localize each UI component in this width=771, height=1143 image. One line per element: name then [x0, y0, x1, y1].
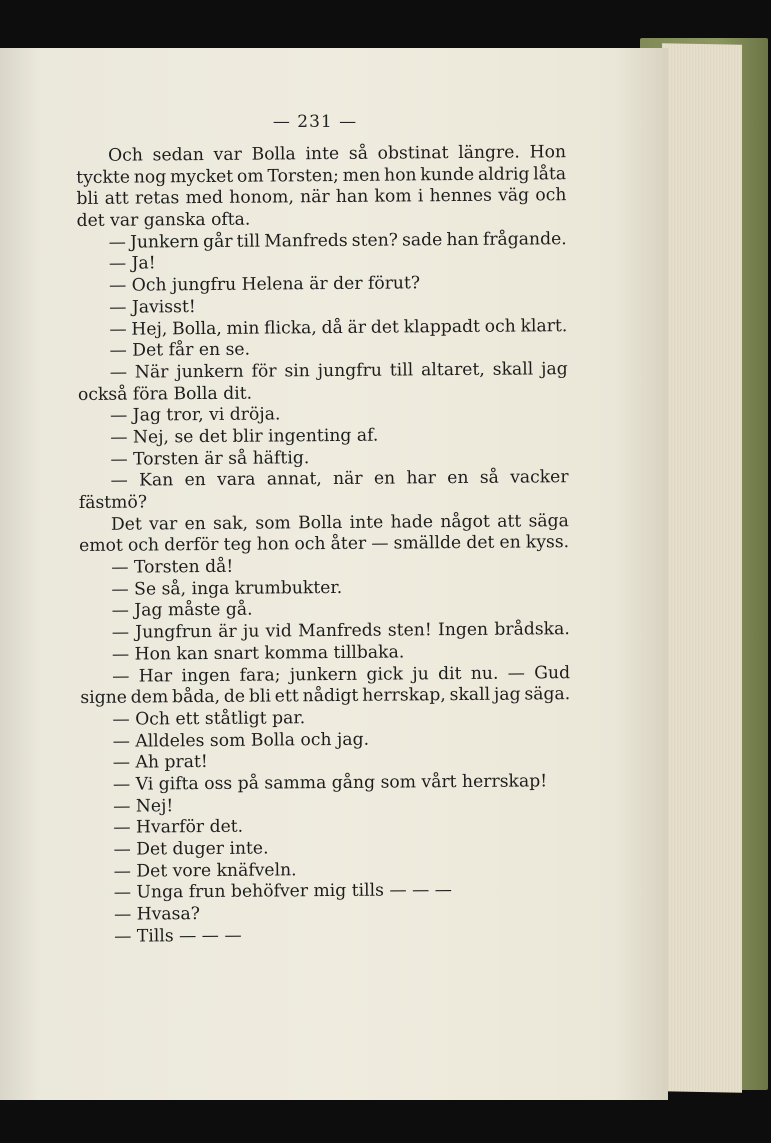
text-line: Det var en sak, som Bolla inte hade något att säga: [110, 510, 569, 535]
text-line: tyckte nog mycket om Torsten; men hon kunde aldrig låta: [76, 163, 567, 188]
text-line: fästmö?: [78, 492, 148, 513]
text-line: det var ganska ofta.: [76, 209, 251, 232]
text-line: — Det duger inte.: [113, 838, 269, 860]
page-text: [76, 142, 572, 948]
text-line: — Hej, Bolla, min flicka, då är det klappadt och klart.: [109, 315, 568, 340]
text-line: också föra Bolla dit.: [77, 383, 253, 405]
text-line: — Och ett ståtligt par.: [112, 708, 306, 730]
text-line: — Nej!: [113, 795, 174, 817]
text-line: Och sedan var Bolla inte så obstinat längre. Hon: [107, 142, 567, 166]
text-line: — Det får en se.: [109, 339, 251, 361]
text-line: — Se så, inga krumbukter.: [111, 577, 343, 600]
text-line: — Ah prat!: [112, 752, 208, 773]
text-line: — Hvarför det.: [113, 817, 244, 839]
text-line: — Hon kan snart komma tillbaka.: [111, 642, 405, 665]
text-line: — Torsten är så häftig.: [110, 447, 310, 470]
text-line: — Tills — — —: [114, 925, 242, 947]
page-number: — 231 —: [272, 112, 358, 132]
text-line: — Har ingen fara; junkern gick ju dit nu. — Gud: [112, 662, 571, 687]
text-line: — Och jungfru Helena är der förut?: [109, 273, 421, 296]
text-line: — Ja!: [108, 253, 156, 275]
text-line: — Unga frun behöfver mig tills — — —: [113, 880, 452, 904]
text-line: — Alldeles som Bolla och jag.: [112, 729, 370, 752]
text-line: — Junkern går till Manfreds sten? sade han frågande.: [108, 228, 567, 253]
text-line: — Javisst!: [109, 296, 196, 318]
text-line: — När junkern för sin jungfru till altaret, skall jag: [109, 359, 568, 383]
text-line: emot och derför teg hon och åter — smällde det en kyss.: [79, 532, 570, 557]
text-line: — Hvasa?: [113, 904, 201, 925]
text-line: — Vi gifta oss på samma gång som vårt herrskap!: [112, 771, 548, 795]
text-line: — Torsten då!: [111, 556, 234, 578]
text-line: bli att retas med honom, när han kom i hennes väg och: [76, 185, 567, 210]
text-line: — Det vore knäfveln.: [113, 859, 297, 882]
text-line: — Jag tror, vi dröja.: [110, 404, 281, 426]
text-line: — Nej, se det blir ingenting af.: [110, 425, 379, 448]
text-line: — Jungfrun är ju vid Manfreds sten! Ingen brådska.: [111, 619, 570, 643]
text-line: — Kan en vara annat, när en har en så vacker: [110, 467, 569, 492]
text-line: — Jag måste gå.: [111, 600, 253, 622]
page-edges: [662, 43, 742, 1092]
text-line: signe dem båda, de bli ett nådigt herrskap, skall jag säga.: [80, 684, 571, 709]
